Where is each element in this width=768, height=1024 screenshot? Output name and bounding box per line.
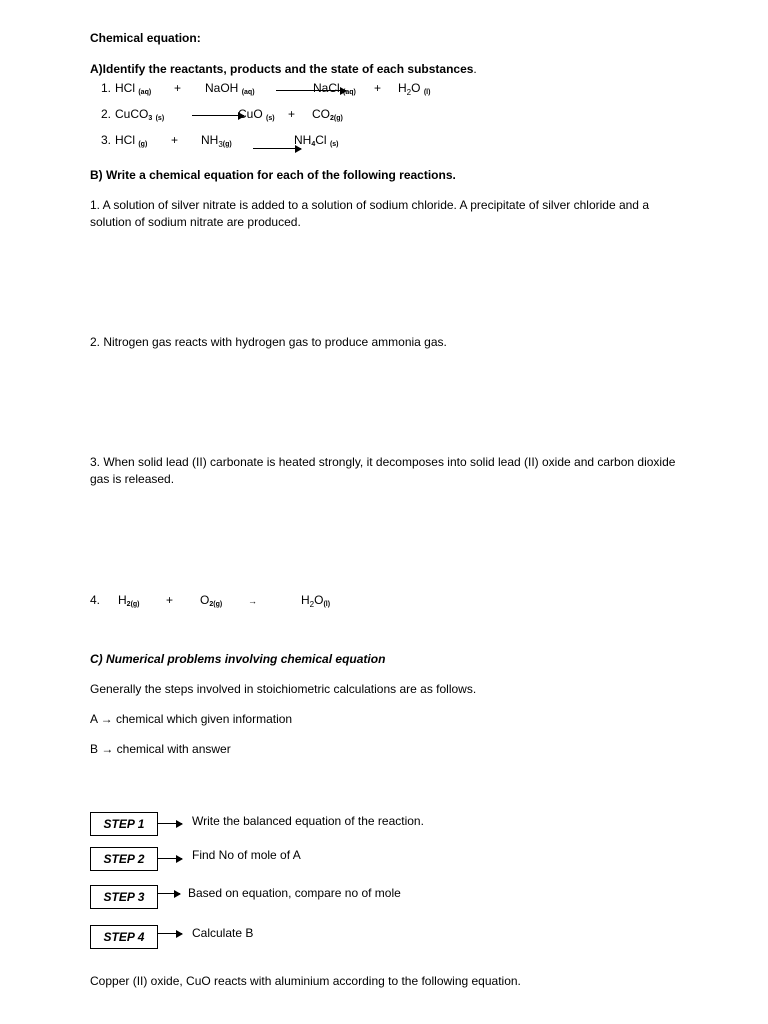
- step-4-arrow: [158, 933, 182, 934]
- a-definition: A → chemical which given information: [90, 712, 293, 726]
- section-c-heading: C) Numerical problems involving chemical equation: [90, 652, 386, 666]
- question-3: 3. When solid lead (II) carbonate is heated strongly, it decomposes into solid lead (II) oxide and carbon dioxide gas is released.: [90, 455, 676, 486]
- reaction-2-product-2: $CO_{2(g)}$: [312, 107, 343, 122]
- section-a-heading-tail: .: [473, 62, 477, 76]
- reaction-3-plus: +: [171, 133, 179, 147]
- step-3-text: Based on equation, compare no of mole: [188, 886, 401, 900]
- step-1-text: Write the balanced equation of the reaction.: [192, 814, 424, 828]
- step-3-arrow: [158, 893, 180, 894]
- reaction-3-arrow: [253, 148, 301, 149]
- question-2: 2. Nitrogen gas reacts with hydrogen gas to produce ammonia gas.: [90, 335, 447, 349]
- page-title: Chemical equation:: [90, 31, 201, 45]
- step-4-box: STEP 4: [90, 925, 158, 949]
- reaction-3-num: 3.: [101, 133, 112, 147]
- section-c-intro: Generally the steps involved in stoichiometric calculations are as follows.: [90, 682, 477, 696]
- reaction-1-plus-2: +: [374, 81, 382, 95]
- step-2-text: Find No of mole of A: [192, 848, 301, 862]
- question-4-reactant-1: $H_{2(g)}$: [118, 593, 140, 608]
- question-4-plus: +: [166, 593, 174, 607]
- step-3-box: STEP 3: [90, 885, 158, 909]
- reaction-3-product-1: $NH_4Cl$ $_{(s)}$: [294, 133, 339, 148]
- question-4-arrow: →: [248, 596, 257, 606]
- step-2-arrow: [158, 858, 182, 859]
- reaction-2-arrow: [192, 115, 244, 116]
- b-definition: B → chemical with answer: [90, 742, 231, 756]
- section-a-heading-text: A)Identify the reactants, products and the state of each substances: [90, 62, 474, 76]
- footer-problem-text: Copper (II) oxide, CuO reacts with aluminium according to the following equation.: [90, 974, 521, 988]
- reaction-3-reactant-2: $NH_{3(g)}$: [201, 133, 232, 149]
- reaction-2-product-1: CuO $_{(s)}$: [238, 107, 275, 122]
- question-4-num: 4.: [90, 593, 101, 607]
- reaction-3-reactant-1: HCl $_{(g)}$: [115, 133, 148, 148]
- reaction-1-num: 1.: [101, 81, 112, 95]
- step-4-text: Calculate B: [192, 926, 254, 940]
- section-a-heading: [90, 62, 477, 76]
- reaction-1-product-1: NaCl $_{(aq)}$: [313, 81, 356, 96]
- reaction-1-plus-1: +: [174, 81, 182, 95]
- section-b-heading: B) Write a chemical equation for each of the following reactions.: [90, 168, 456, 182]
- reaction-1-reactant-1: HCl $_{(aq)}$: [115, 81, 152, 96]
- step-1-box: STEP 1: [90, 812, 158, 836]
- step-2-box: STEP 2: [90, 847, 158, 871]
- question-4-reactant-2: $O_{2(g)}$: [200, 593, 223, 608]
- reaction-2-num: 2.: [101, 107, 112, 121]
- question-1: 1. A solution of silver nitrate is added to a solution of sodium chloride. A precipitate of silver chloride and a solution of sodium nitrate are produced.: [90, 198, 649, 229]
- question-4-product: $H_2O_{(l)}$: [301, 593, 331, 609]
- reaction-1-reactant-2: NaOH $_{(aq)}$: [205, 81, 255, 96]
- reaction-1-product-2: $H_2O$ $_{(l)}$: [398, 81, 431, 97]
- step-1-arrow: [158, 823, 182, 824]
- reaction-2-reactant-1: CuCO$_3$ $_{(s)}$: [115, 107, 165, 122]
- reaction-2-plus: +: [288, 107, 296, 121]
